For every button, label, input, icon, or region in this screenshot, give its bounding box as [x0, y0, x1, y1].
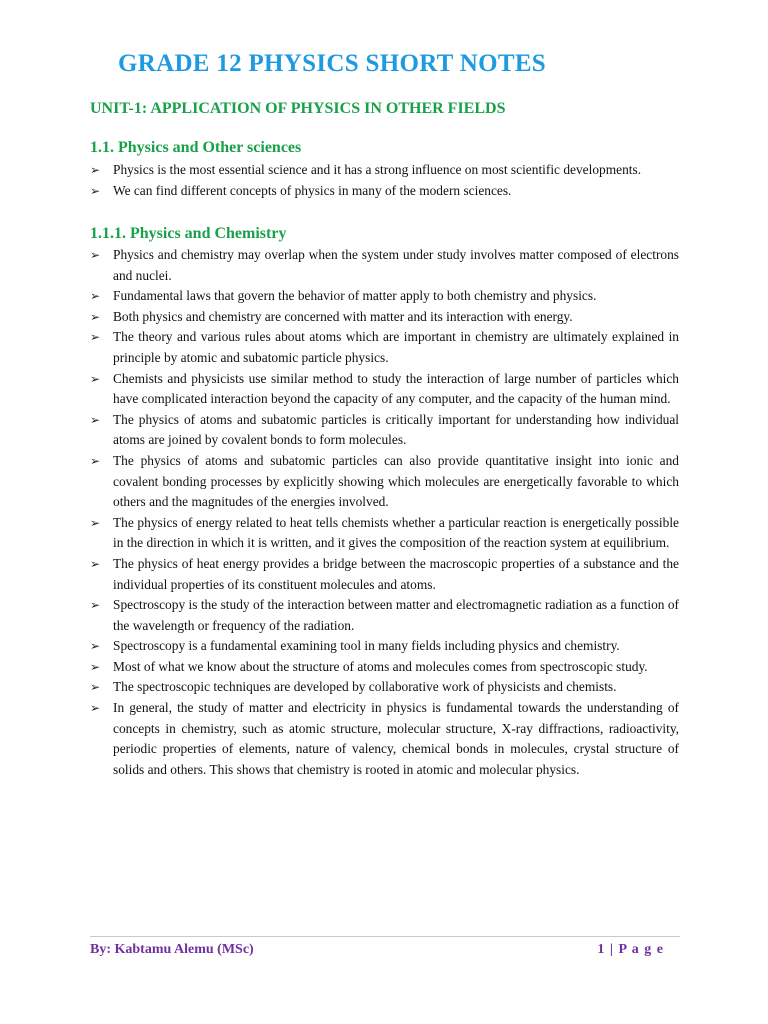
arrow-bullet-icon: ➢	[90, 639, 101, 654]
page-number: 1 | P a g e	[597, 942, 664, 957]
arrow-bullet-icon: ➢	[90, 289, 101, 304]
list-item: ➢ Most of what we know about the structure of atoms and molecules comes from spectroscopic study.	[90, 657, 679, 678]
arrow-bullet-icon: ➢	[90, 412, 101, 427]
arrow-bullet-icon: ➢	[90, 309, 101, 324]
list-item: ➢ The theory and various rules about atoms which are important in chemistry are ultimately explained in principle by atomic and subatomic particle physics.	[90, 329, 679, 365]
list-item: ➢ Fundamental laws that govern the behavior of matter apply to both chemistry and physics.	[90, 286, 679, 307]
footer-divider	[90, 936, 680, 937]
arrow-bullet-icon: ➢	[90, 330, 101, 345]
arrow-bullet-icon: ➢	[90, 598, 101, 613]
arrow-bullet-icon: ➢	[90, 659, 101, 674]
list-item: ➢ Both physics and chemistry are concerned with matter and its interaction with energy.	[90, 307, 679, 328]
unit-heading: UNIT-1: APPLICATION OF PHYSICS IN OTHER FIELDS	[90, 100, 506, 117]
list-item: ➢ Chemists and physicists use similar method to study the interaction of large number of particles which have complicated interaction beyond the capacity of any computer, and the capacity of the human mind.	[90, 370, 679, 407]
arrow-bullet-icon: ➢	[90, 556, 101, 571]
section-heading-1-1-1: 1.1.1. Physics and Chemistry	[90, 225, 287, 242]
bullet-list-1-1-1	[90, 245, 679, 780]
arrow-bullet-icon: ➢	[90, 183, 101, 198]
list-item: ➢ We can find different concepts of physics in many of the modern sciences.	[90, 181, 679, 202]
list-item: ➢ The physics of atoms and subatomic particles can also provide quantitative insight into ionic and covalent bonding processes by explicitly showing which molecules are energetically favorable to which others and the magnitudes of the energies involved.	[90, 452, 679, 510]
arrow-bullet-icon: ➢	[90, 371, 101, 386]
list-item: ➢ Spectroscopy is the study of the interaction between matter and electromagnetic radiation as a function of the wavelength or frequency of the radiation.	[90, 597, 679, 633]
list-item: ➢ The physics of heat energy provides a bridge between the macroscopic properties of a substance and the individual properties of its constituent molecules and atoms.	[90, 555, 679, 592]
arrow-bullet-icon: ➢	[90, 515, 101, 530]
list-item: ➢ In general, the study of matter and electricity in physics is fundamental towards the understanding of concepts in chemistry, such as atomic structure, molecular structure, X-ray diffractions, radioactivity, periodic properties of elements, nature of valency, chemical bonds in molecules, crystal structure of solids and others. This shows that chemistry is rooted in atomic and molecular physics.	[90, 700, 679, 777]
arrow-bullet-icon: ➢	[90, 680, 101, 695]
bullet-list-1-1	[90, 160, 679, 201]
arrow-bullet-icon: ➢	[90, 701, 101, 716]
arrow-bullet-icon: ➢	[90, 163, 101, 177]
list-item: ➢ The spectroscopic techniques are developed by collaborative work of physicists and chemists.	[90, 677, 679, 698]
list-item: ➢ The physics of atoms and subatomic particles is critically important for understanding how individual atoms are joined by covalent bonds to form molecules.	[90, 411, 679, 448]
document-title: GRADE 12 PHYSICS SHORT NOTES	[118, 50, 546, 77]
list-item: ➢ The physics of energy related to heat tells chemists whether a particular reaction is energetically possible in the direction in which it is written, and it gives the composition of the reaction system at equilibrium.	[90, 514, 679, 551]
list-item: ➢ Physics and chemistry may overlap when the system under study involves matter composed of electrons and nuclei.	[90, 247, 679, 283]
footer-author: By: Kabtamu Alemu (MSc)	[90, 942, 254, 957]
arrow-bullet-icon: ➢	[90, 248, 101, 262]
list-item: ➢ Spectroscopy is a fundamental examining tool in many fields including physics and chemistry.	[90, 636, 679, 657]
arrow-bullet-icon: ➢	[90, 453, 101, 468]
section-heading-1-1: 1.1. Physics and Other sciences	[90, 139, 302, 156]
list-item: ➢ Physics is the most essential science and it has a strong influence on most scientific developments.	[90, 160, 679, 181]
